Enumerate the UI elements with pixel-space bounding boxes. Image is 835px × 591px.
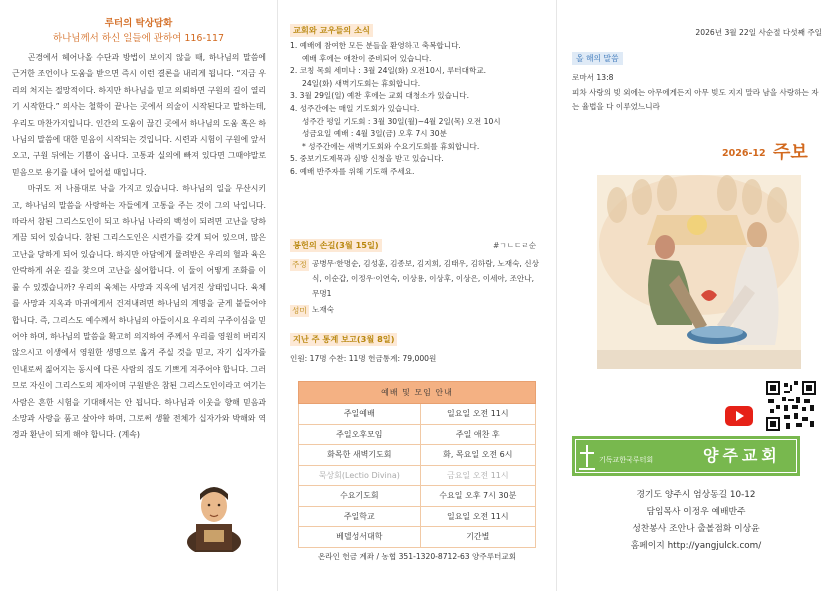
- stats-heading: 지난 주 통계 보고(3월 8일): [290, 333, 397, 346]
- news-item: 24일(화) 새벽기도회는 휴회합니다.: [302, 78, 421, 88]
- youtube-icon[interactable]: [725, 406, 753, 426]
- verse-text: 피차 사랑의 빚 외에는 아무에게든지 아무 빚도 지지 말라 남을 사랑하는 자는 율법을 다 이루었느니라: [572, 88, 819, 111]
- rice-offering-names: 노재숙: [312, 305, 335, 314]
- schedule-time: 기간별: [420, 527, 535, 548]
- schedule-time: 주일 애찬 후: [420, 424, 535, 445]
- schedule-time: 금요일 오전 11시: [420, 465, 535, 486]
- sermon-title: 루터의 탁상담화: [104, 18, 173, 29]
- table-row: [299, 404, 536, 425]
- sermon-subtitle: 하나님께서 하신 일들에 관하여 116-117: [52, 33, 225, 44]
- news-panel: [278, 0, 556, 591]
- news-item: * 성주간에는 새벽기도회와 수요기도회를 휴회합니다.: [302, 141, 480, 151]
- offering-order-tag: #ㄱㄴㄷㄹ순: [493, 241, 537, 250]
- weekly-offering-names: 공병무·한명순, 김성훈, 김종보, 김지희, 김태우, 김하람, 노재숙, 신상식, 이순갑, 이정우·이연숙, 이상용, 이상후, 이상은, 이세아, 조안나, 무명1: [312, 259, 539, 298]
- schedule-name: 주일오후모임: [299, 424, 421, 445]
- news-item: 성주간 평일 기도회 : 3월 30일(월)~4월 2일(목) 오전 10시: [302, 116, 501, 126]
- staff-info: 성찬봉사 조안나 출볼점화 이상윤: [632, 524, 760, 534]
- church-info: [557, 487, 835, 555]
- pastor-info: 담임목사 이정우 예배반주: [646, 507, 746, 517]
- service-date: 2026년 3월 22일 사순절 다섯째 주일: [695, 28, 822, 37]
- table-row: [299, 445, 536, 466]
- table-row: [299, 527, 536, 548]
- news-item: 1. 예배에 참여한 모든 분들을 환영하고 축복합니다.: [290, 41, 461, 50]
- issue-number: 2026-12: [722, 148, 766, 159]
- schedule-time: 화, 목요일 오전 6시: [420, 445, 535, 466]
- sermon-body: [12, 50, 266, 444]
- news-item: 성금요일 예배 : 4월 3일(금) 오후 7시 30분: [302, 129, 447, 139]
- table-row: [299, 506, 536, 527]
- homepage-link[interactable]: 홈페이지 http://yangjulck.com/: [630, 541, 762, 551]
- schedule-name: 주일예배: [299, 404, 421, 425]
- bulletin-title: 주보: [773, 142, 808, 163]
- verse-reference: 로마서 13:8: [572, 73, 614, 82]
- schedule-time: 수요일 오후 7시 30분: [420, 486, 535, 507]
- luther-portrait-image: [186, 478, 242, 552]
- church-address: 경기도 양주시 엄상동길 10-12: [636, 490, 756, 500]
- offering-heading: 봉헌의 손길(3월 15일): [290, 239, 382, 252]
- schedule-name: 베델성서대학: [299, 527, 421, 548]
- schedule-name: 화목한 새벽기도회: [299, 445, 421, 466]
- table-row: [299, 465, 536, 486]
- rice-offering-label: 성미: [292, 306, 307, 315]
- church-name: 양주교회: [703, 446, 781, 465]
- schedule-table: [298, 381, 536, 548]
- news-item: 2. 코칭 목회 세미나 : 3월 24일(화) 오전10시, 루터대학교.: [290, 66, 487, 76]
- news-heading: 교회와 교우들의 소식: [290, 24, 373, 37]
- qr-code-icon[interactable]: [766, 381, 816, 431]
- schedule-heading: 예배 및 모임 안내: [299, 382, 536, 404]
- schedule-time: 일요일 오전 11시: [420, 506, 535, 527]
- news-item: 5. 중보기도제목과 심방 신청을 받고 있습니다.: [290, 154, 444, 164]
- news-list: [290, 40, 548, 179]
- weekly-offering-label: 주정: [292, 260, 307, 269]
- denomination-label: 기독교한국루터회: [599, 456, 654, 464]
- stats-text: 인원: 17명 수찬: 11명 헌금통계: 79,000원: [290, 354, 437, 363]
- sermon-panel: [0, 0, 277, 591]
- schedule-name: 주일학교: [299, 506, 421, 527]
- schedule-name: 묵상회(Lectio Divina): [299, 465, 421, 486]
- verse-label: 올 해의 말씀: [572, 52, 623, 65]
- news-item: 6. 예배 반주자를 위해 기도해 주세요.: [290, 166, 415, 176]
- table-row: [299, 424, 536, 445]
- table-row: [299, 486, 536, 507]
- schedule-name: 수요기도회: [299, 486, 421, 507]
- foot-washing-illustration: [597, 175, 801, 369]
- offering-account: 온라인 헌금 계좌 / 농협 351-1320-8712-63 양주루터교회: [317, 552, 517, 561]
- news-item: 4. 성주간에는 매일 기도회가 있습니다.: [290, 103, 420, 113]
- cross-icon: [579, 445, 595, 471]
- news-item: 예배 후에는 애찬이 준비되어 있습니다.: [302, 53, 432, 63]
- news-item: 3. 3월 29일(일) 예찬 후에는 교회 대청소가 있습니다.: [290, 91, 470, 101]
- sermon-paragraph: 곤경에서 헤어나올 수단과 방법이 보이지 않을 때, 하나님의 말씀에 근거한 조언이나 도움을 받으면 즉시 이런 결론을 내리게 됩니다. “지금 우리의 처지는 절망적이다. 하지만 하나님을 믿고 의뢰하면 구원의 길이 열리기 시작한다.” 의사는 철학이 끝나는 곳에서 의술이 시작된다고 말하는데, 우리도 마찬가지입니다. 인간의 도움이 끊긴 곳에서 하나님의 도움 혹은 하나님의 말씀에 대한 믿음이 시작되는 것입니다. 시련과 시험이 구원에 앞서 오고, 구원 뒤에는 기쁨이 옵니다. 고통과 실의에 빠져 있다면 그때야말로 믿음으로 용기를 내어 일어설 때입니다.: [12, 53, 266, 177]
- sermon-paragraph: 마귀도 저 나름대로 낙을 가지고 있습니다. 하나님의 일을 무산시키고, 하나님의 말씀을 사랑하는 자들에게 고통을 주는 것이 그의 낙입니다. 따라서 참된 그리스도인이 되고 하나님 나라의 백성이 되려면 고난을 당하게끔 되어 있습니다. 참된 그리스도인은 시련가를 갖게 되어 있으며, 많은 고난을 당하게 되어 있습니다. 하지만 아담에게 물려받은 우리의 혈과 육은 안락하게 쉬운 길을 찾으며 고난을 싫어합니다. 이 둘이 어떻게 조화를 이룰 수 있겠습니까? 우리의 육체는 사망과 지옥에 넘겨진 상태입니다. 육체를 사망과 지옥과 마귀에게서 건져내려면 하나님의 계명을 굳게 붙들어야 합니다. 즉, 그리스도 예수께서 하나님의 아들이시요 우리의 구주이심을 믿어야 하며, 하나님의 말씀을 확고히 의지하여 주께서 우리를 영원히 버리지 않으시고 이생에서 영원한 생명으로 옮겨 주실 것을 믿고, 자기 십자가를 인내로써 짊어지는 동시에 다른 사람의 짐도 기쁘게 져주어야 합니다. 그러므로 자신이 그리스도의 제자이며 구원받은 참된 그리스도인이라고 여기는 사람은 흔한 시험을 기대해서는 안 됩니다. 하나님과 이웃을 향해 믿음과 소망과 사랑을 품고 살아야 하며, 그로써 생활 전체가 십자가와 박해와 역경과 환난이 되게 해야 합니다. (계속): [12, 184, 266, 440]
- cover-panel: [557, 0, 835, 591]
- schedule-time: 일요일 오전 11시: [420, 404, 535, 425]
